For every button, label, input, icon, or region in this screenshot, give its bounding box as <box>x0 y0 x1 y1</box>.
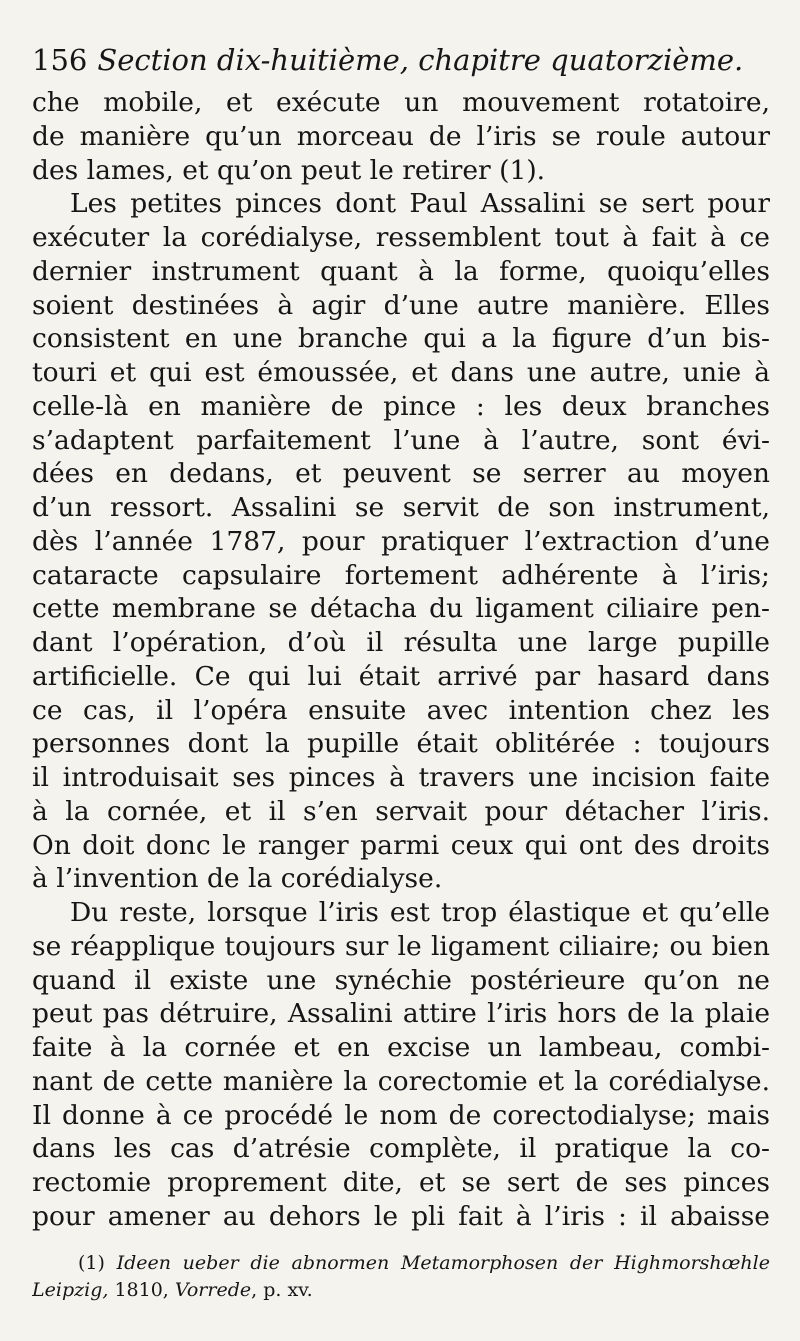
footnote-line <box>32 1277 770 1304</box>
text-line: des lames, et qu’on peut le retirer (1). <box>32 154 546 186</box>
text-line: dées en dedans, et peuvent se serrer au moyen <box>32 458 770 490</box>
text-line: dans les cas d’atrésie complète, il pratique la co- <box>32 1133 770 1165</box>
text-line: On doit donc le ranger parmi ceux qui ont des droits <box>32 829 770 861</box>
text-line: d’un ressort. Assalini se servit de son instrument, <box>32 492 770 523</box>
footnote-marker: (1) <box>78 1252 105 1274</box>
text-line: à l’invention de la corédialyse. <box>32 863 443 895</box>
text-line: il introduisait ses pinces à travers une incision faite <box>32 762 770 793</box>
text-line: dant l’opération, d’où il résulta une large pupille <box>32 627 770 658</box>
text-line: nant de cette manière la corectomie et la corédialyse. <box>32 1065 770 1097</box>
text-line: quand il existe une synéchie postérieure qu’on ne <box>32 964 770 996</box>
running-head <box>32 40 772 80</box>
text-line: exécuter la corédialyse, ressemblent tout à fait à ce <box>32 222 770 253</box>
text-line: rectomie proprement dite, et se sert de ses pinces <box>32 1167 770 1198</box>
text-line: faite à la cornée et en excise un lambeau, combi- <box>32 1032 770 1063</box>
text-line: consistent en une branche qui a la figure d’un bis- <box>32 323 770 355</box>
text-line: Les petites pinces dont Paul Assalini se sert pour <box>70 188 770 220</box>
text-line: ce cas, il l’opéra ensuite avec intention chez les <box>32 694 770 726</box>
text-line: artificielle. Ce qui lui était arrivé par hasard dans <box>32 660 770 692</box>
text-line: dernier instrument quant à la forme, quoiqu’elles <box>32 255 770 287</box>
text-line: che mobile, et exécute un mouvement rotatoire, <box>32 87 770 118</box>
text-line: Du reste, lorsque l’iris est trop élastique et qu’elle <box>70 897 770 928</box>
text-line: s’adaptent parfaitement l’une à l’autre, sont évi- <box>32 424 770 456</box>
text-line: se réapplique toujours sur le ligament ciliaire; ou bien <box>32 930 770 962</box>
footnote-place: Leipzig, <box>32 1279 109 1301</box>
text-line: personnes dont la pupille était oblitérée : toujours <box>32 728 770 760</box>
footnote-line <box>32 1250 770 1277</box>
footnote-year: 1810, <box>114 1279 169 1301</box>
text-line: celle-là en manière de pince : les deux branches <box>32 390 770 422</box>
page-title: Section dix-huitième, chapitre quatorzième. <box>97 43 744 77</box>
text-line: soient destinées à agir d’une autre manière. Elles <box>32 289 770 321</box>
text-line: Il donne à ce procédé le nom de corectodialyse; mais <box>32 1099 770 1131</box>
text-line: à la cornée, et il s’en servait pour détacher l’iris. <box>32 795 770 827</box>
text-line: cette membrane se détacha du ligament ciliaire pen- <box>32 593 770 625</box>
text-line: pour amener au dehors le pli fait à l’iris : il abaisse <box>32 1200 770 1232</box>
footnote-citation-title: Ideen ueber die abnormen Metamorphosen der Highmorshœhle <box>116 1252 770 1274</box>
text-line: touri et qui est émoussée, et dans une autre, unie à <box>32 357 770 388</box>
text-line: peut pas détruire, Assalini attire l’iris hors de la plaie <box>32 998 770 1030</box>
footnote-section: Vorrede <box>174 1279 252 1301</box>
body-text <box>32 86 770 1234</box>
text-line: de manière qu’un morceau de l’iris se roule autour <box>32 120 770 152</box>
footnote-page: , p. xv. <box>251 1279 313 1301</box>
text-line: dès l’année 1787, pour pratiquer l’extraction d’une <box>32 525 770 557</box>
text-line: cataracte capsulaire fortement adhérente à l’iris; <box>32 559 770 591</box>
footnote <box>32 1250 770 1304</box>
page-number: 156 <box>32 43 88 77</box>
